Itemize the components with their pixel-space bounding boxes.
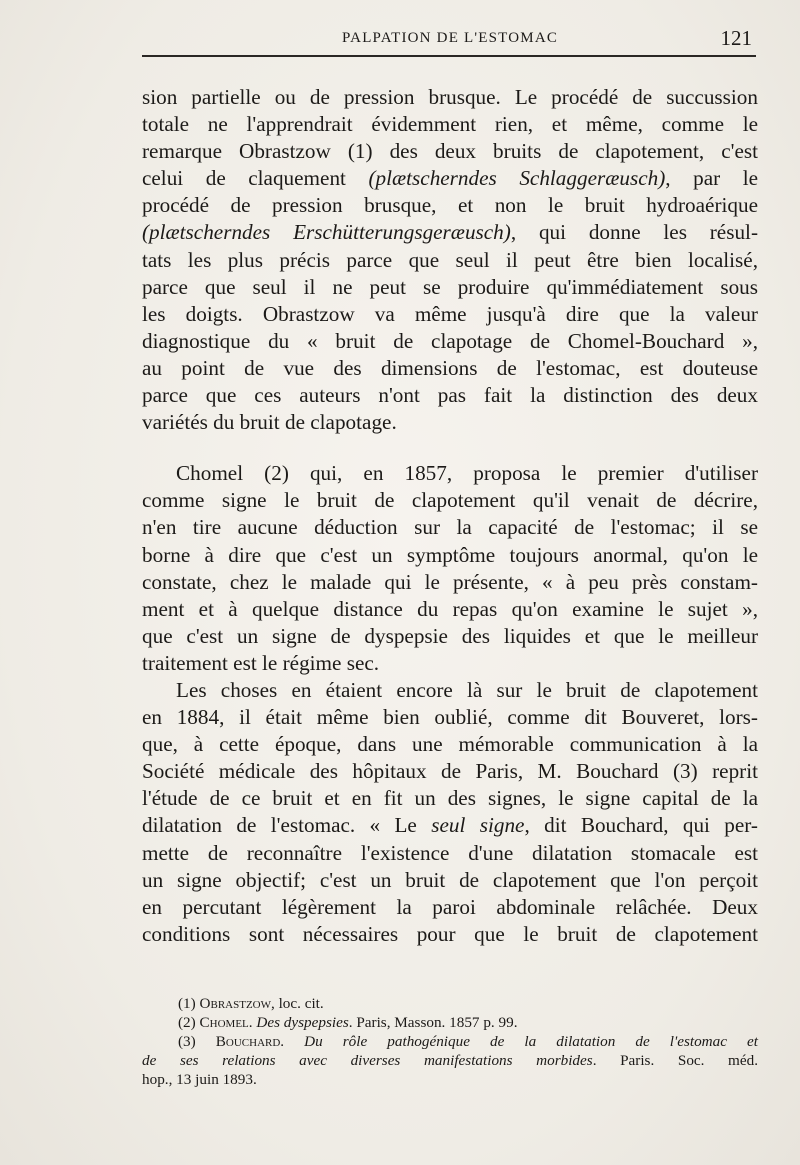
paragraph-chomel (142, 460, 758, 677)
header-rule (142, 55, 756, 57)
running-head (142, 24, 754, 54)
text-line: borne à dire que c'est un symptôme toujours anormal, qu'on le (142, 542, 758, 567)
text-line: n'en tire aucune déduction sur la capacité de l'estomac; il se (142, 515, 758, 540)
body-text (142, 84, 758, 948)
author-name: Obrastzow (199, 995, 271, 1012)
author-name: Bouchard (215, 1033, 281, 1050)
text-line: dilatation de l'estomac. « Le seul signe, dit Bouchard, qui per- (142, 813, 758, 838)
text-line: ment et à quelque distance du repas qu'on examine le sujet », (142, 596, 758, 621)
paragraph-bouchard (142, 677, 758, 948)
text-line: variétés du bruit de clapotage. (142, 410, 397, 435)
text-line: conditions sont nécessaires pour que le bruit de clapotement (142, 921, 758, 946)
paragraph-gap (142, 436, 758, 460)
italic-text: seul signe (431, 813, 525, 838)
text-line: les doigts. Obrastzow va même jusqu'à dire que la valeur (142, 301, 758, 326)
italic-text: de ses relations avec diverses manifestations morbides (142, 1052, 593, 1069)
italic-text: (plætscherndes Erschütterungsgeræusch) (142, 220, 511, 245)
text-line: l'étude de ce bruit et en fit un des signes, le signe capital de la (142, 786, 758, 811)
text-line: totale ne l'apprendrait évidemment rien, et même, comme le (142, 112, 758, 137)
author-name: Chomel (199, 1014, 249, 1031)
footnote-line: (2) Chomel. Des dyspepsies. Paris, Masson. 1857 p. 99. (178, 1014, 518, 1031)
footnote-line: (1) Obrastzow, loc. cit. (178, 995, 324, 1012)
text-line: remarque Obrastzow (1) des deux bruits de clapotement, c'est (142, 139, 758, 164)
text-line: parce que seul il ne peut se produire qu'immédiatement sous (142, 274, 758, 299)
text-line: au point de vue des dimensions de l'estomac, est douteuse (142, 355, 758, 380)
text-line: tats les plus précis parce que seul il peut être bien localisé, (142, 247, 758, 272)
text-line: Chomel (2) qui, en 1857, proposa le premier d'utiliser (176, 461, 758, 486)
text-line: en 1884, il était même bien oublié, comme dit Bouveret, lors- (142, 705, 758, 730)
text-line: (plætscherndes Erschütterungsgeræusch), qui donne les résul- (142, 220, 758, 245)
text-line: sion partielle ou de pression brusque. Le procédé de succussion (142, 85, 758, 109)
text-line: traitement est le régime sec. (142, 650, 380, 675)
page-number: 121 (720, 26, 752, 50)
text-line: mette de reconnaître l'existence d'une dilatation stomacale est (142, 840, 758, 865)
text-line: celui de claquement (plætscherndes Schlaggeræusch), par le (142, 166, 759, 191)
footnotes (142, 994, 758, 1089)
italic-text: (plætscherndes Schlaggeræusch) (368, 166, 666, 191)
footnote-line: hop., 13 juin 1893. (142, 1071, 257, 1088)
footnote-line: (3) Bouchard. Du rôle pathogénique de la dilatation de l'estomac et (178, 1033, 758, 1050)
text-line: un signe objectif; c'est un bruit de clapotement que l'on perçoit (142, 867, 758, 892)
text-line: procédé de pression brusque, et non le bruit hydroaérique (142, 193, 758, 218)
text-line: parce que ces auteurs n'ont pas fait la distinction des deux (142, 383, 758, 408)
running-title: PALPATION DE L'ESTOMAC (342, 30, 559, 46)
text-line: diagnostique du « bruit de clapotage de Chomel-Bouchard », (142, 328, 758, 353)
text-line: Les choses en étaient encore là sur le bruit de clapotement (176, 677, 758, 702)
text-line: comme signe le bruit de clapotement qu'il venait de décrire, (142, 488, 758, 513)
italic-text: Du rôle pathogénique de la dilatation de l'estomac et (304, 1033, 758, 1050)
paragraph-succussion (142, 84, 758, 436)
italic-text: Des dyspepsies (256, 1014, 349, 1031)
text-line: que c'est un signe de dyspepsie des liquides et que le meilleur (142, 623, 758, 648)
text-line: en percutant légèrement la paroi abdominale relâchée. Deux (142, 894, 758, 919)
text-line: constate, chez le malade qui le présente, « à peu près constam- (142, 569, 758, 594)
text-line: que, à cette époque, dans une mémorable communication à la (142, 732, 758, 757)
footnote-line: de ses relations avec diverses manifestations morbides. Paris. Soc. méd. (142, 1052, 758, 1069)
text-line: Société médicale des hôpitaux de Paris, M. Bouchard (3) reprit (142, 759, 758, 784)
